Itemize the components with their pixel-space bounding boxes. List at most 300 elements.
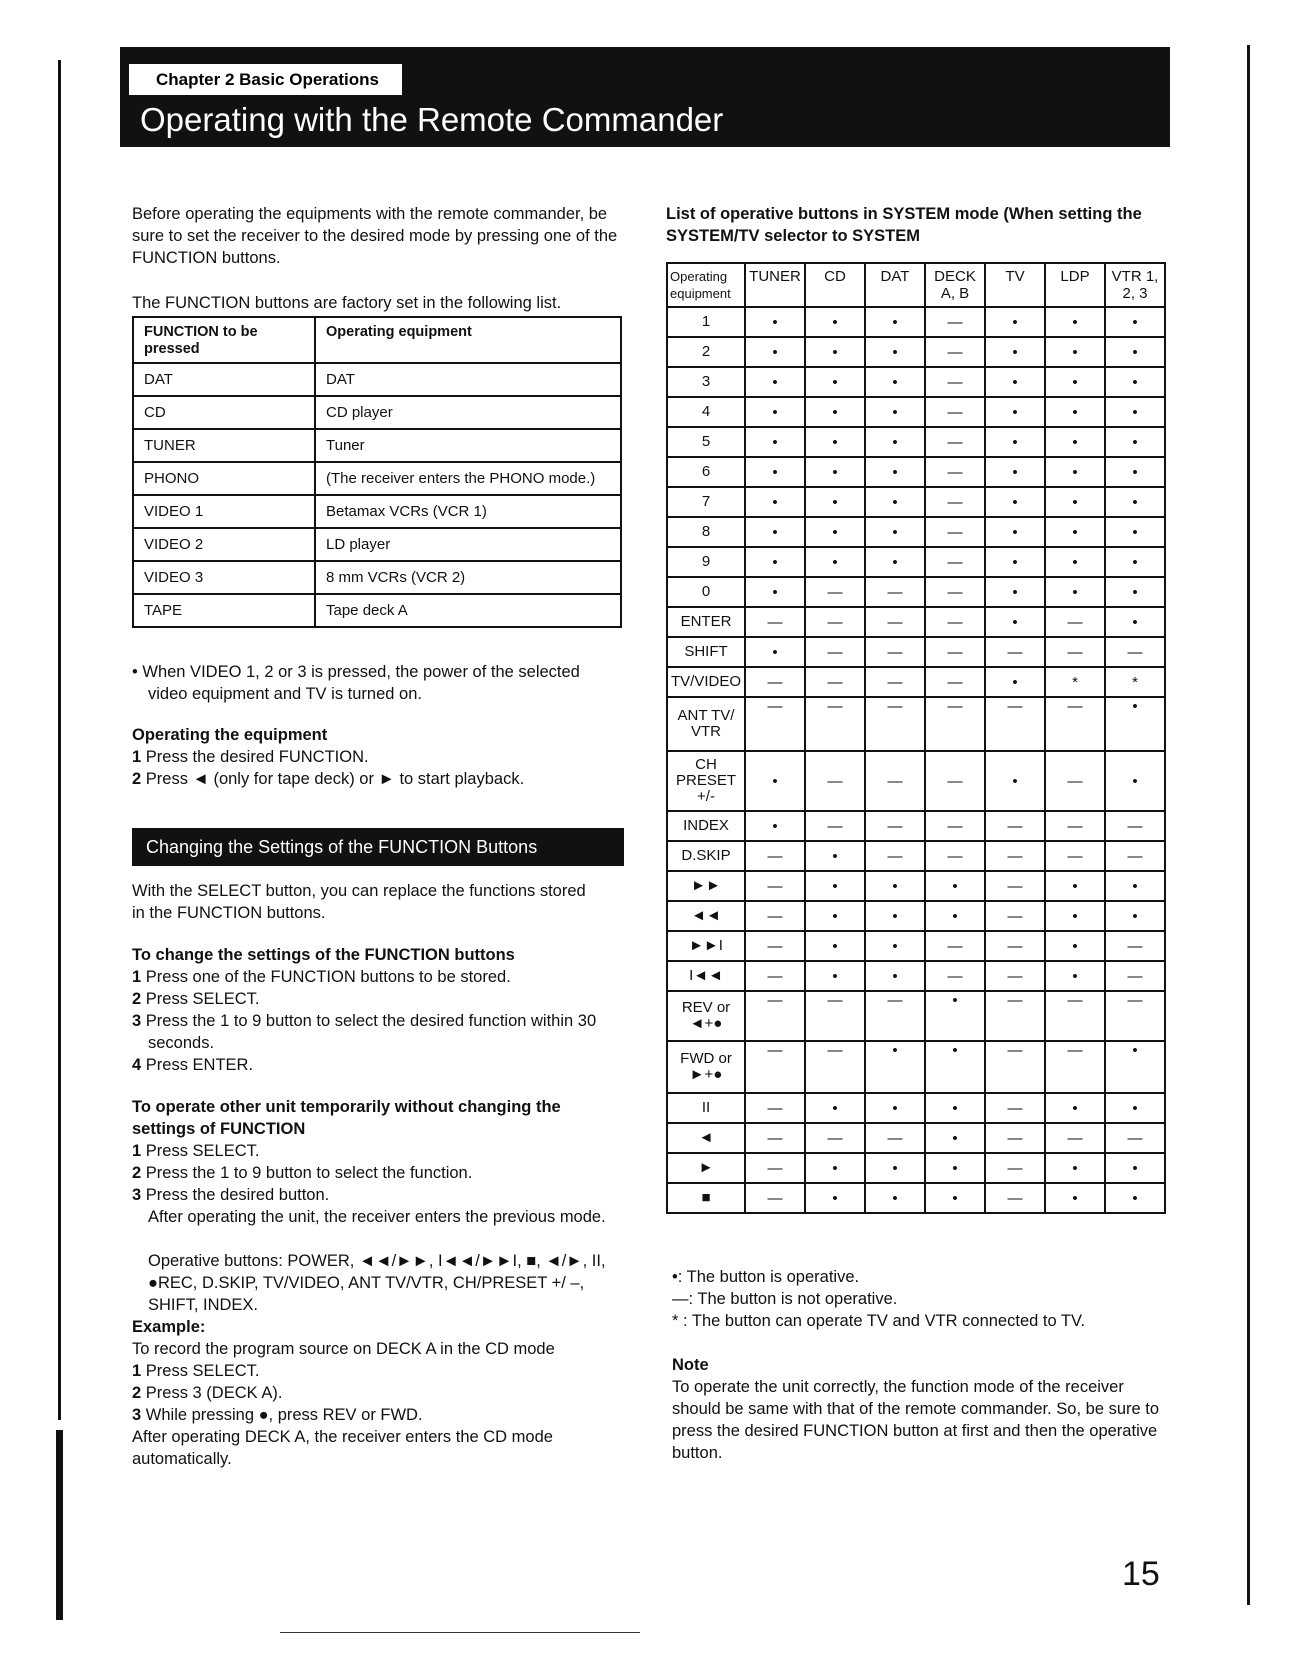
system-cell: • xyxy=(1105,457,1165,487)
system-cell: — xyxy=(925,841,985,871)
operating-heading: Operating the equipment xyxy=(132,726,328,744)
system-table-row xyxy=(667,1041,1165,1093)
system-cell: • xyxy=(865,307,925,337)
system-cell: • xyxy=(925,1183,985,1213)
system-cell: — xyxy=(925,667,985,697)
legend-not-operative: —: The button is not operative. xyxy=(672,1290,898,1308)
select-intro: With the SELECT button, you can replace the functions stored in the FUNCTION buttons. xyxy=(132,882,586,922)
example-after: After operating DECK A, the receiver enters the CD mode automatically. xyxy=(132,1428,553,1468)
change-step-text: Press the 1 to 9 button to select the desired function within 30 seconds. xyxy=(145,1012,597,1052)
system-cell: • xyxy=(805,961,865,991)
function-cell: DAT xyxy=(133,363,315,396)
system-table-row xyxy=(667,427,1165,457)
system-cell: — xyxy=(985,1041,1045,1093)
change-step: 2 Press SELECT. xyxy=(132,990,260,1008)
system-row-label: 4 xyxy=(667,397,745,427)
system-cell: • xyxy=(1045,871,1105,901)
system-cell: • xyxy=(805,337,865,367)
system-cell: — xyxy=(745,697,805,751)
system-cell: • xyxy=(925,1153,985,1183)
system-cell: • xyxy=(1105,487,1165,517)
system-cell: — xyxy=(925,697,985,751)
system-cell: • xyxy=(865,547,925,577)
system-row-label: ◄◄ xyxy=(667,901,745,931)
system-cell: • xyxy=(805,931,865,961)
system-cell: — xyxy=(745,871,805,901)
system-cell: • xyxy=(805,841,865,871)
system-table-row xyxy=(667,457,1165,487)
system-cell: • xyxy=(1105,1183,1165,1213)
system-cell: — xyxy=(805,667,865,697)
operating-step: 2 Press ◄ (only for tape deck) or ► to start playback. xyxy=(132,770,525,788)
system-cell: — xyxy=(925,397,985,427)
system-cell: • xyxy=(1105,547,1165,577)
system-table-row xyxy=(667,961,1165,991)
system-cell: • xyxy=(985,607,1045,637)
system-cell: • xyxy=(1045,901,1105,931)
system-cell: — xyxy=(985,991,1045,1041)
legend-star: * : The button can operate TV and VTR connected to TV. xyxy=(672,1312,1086,1330)
system-table-column-header: VTR 1, 2, 3 xyxy=(1105,263,1165,307)
system-cell: • xyxy=(1105,577,1165,607)
legend-operative: •: The button is operative. xyxy=(672,1268,860,1286)
system-cell: • xyxy=(1105,697,1165,751)
system-cell: — xyxy=(985,811,1045,841)
system-cell: • xyxy=(1105,901,1165,931)
system-cell: — xyxy=(925,367,985,397)
function-cell: VIDEO 3 xyxy=(133,561,315,594)
system-row-label: 8 xyxy=(667,517,745,547)
change-heading: To change the settings of the FUNCTION buttons xyxy=(132,946,515,964)
system-cell: • xyxy=(805,397,865,427)
system-table-row xyxy=(667,367,1165,397)
system-cell: — xyxy=(925,931,985,961)
temp-operative: Operative buttons: POWER, ◄◄/►►, I◄◄/►►I, ■, ◄/►, II, ●REC, D.SKIP, TV/VIDEO, ANT TV/VTR, CH/PRESET +/ –, SHIFT, INDEX. xyxy=(148,1252,606,1314)
system-cell: — xyxy=(985,697,1045,751)
operating-step: 1 Press the desired FUNCTION. xyxy=(132,748,369,766)
system-table-row xyxy=(667,1123,1165,1153)
system-cell: • xyxy=(925,871,985,901)
system-cell: — xyxy=(1105,811,1165,841)
system-cell: • xyxy=(1045,547,1105,577)
system-cell: — xyxy=(865,607,925,637)
system-cell: • xyxy=(1105,337,1165,367)
system-cell: • xyxy=(805,1183,865,1213)
system-cell: • xyxy=(985,517,1045,547)
system-cell: • xyxy=(865,1041,925,1093)
function-table xyxy=(132,316,622,628)
bottom-rule xyxy=(280,1632,640,1633)
system-cell: • xyxy=(745,367,805,397)
system-cell: — xyxy=(805,637,865,667)
system-cell: • xyxy=(1045,1153,1105,1183)
system-cell: • xyxy=(985,577,1045,607)
system-cell: — xyxy=(865,1123,925,1153)
system-cell: • xyxy=(865,931,925,961)
change-step: 3 Press the 1 to 9 button to select the desired function within 30 seconds. xyxy=(132,1012,597,1052)
temp-step-text: Press SELECT. xyxy=(145,1142,260,1160)
system-cell: • xyxy=(1045,577,1105,607)
system-row-label: ◄ xyxy=(667,1123,745,1153)
system-cell: • xyxy=(1105,397,1165,427)
system-cell: • xyxy=(745,397,805,427)
system-cell: — xyxy=(925,487,985,517)
system-table-row xyxy=(667,637,1165,667)
system-cell: • xyxy=(865,457,925,487)
section-title: Changing the Settings of the FUNCTION Buttons xyxy=(132,828,624,866)
system-row-label: 3 xyxy=(667,367,745,397)
system-cell: — xyxy=(985,1093,1045,1123)
system-cell: — xyxy=(865,841,925,871)
system-cell: — xyxy=(925,577,985,607)
system-cell: — xyxy=(865,697,925,751)
system-cell: • xyxy=(805,487,865,517)
system-cell: — xyxy=(1045,637,1105,667)
change-step-text: Press one of the FUNCTION buttons to be stored. xyxy=(145,968,511,986)
system-table-row xyxy=(667,901,1165,931)
temp-step: 2 Press the 1 to 9 button to select the function. xyxy=(132,1164,473,1182)
system-cell: • xyxy=(1045,931,1105,961)
system-cell: • xyxy=(805,547,865,577)
system-cell: • xyxy=(1045,307,1105,337)
system-cell: — xyxy=(865,991,925,1041)
system-row-label: ■ xyxy=(667,1183,745,1213)
system-table-column-header: TUNER xyxy=(745,263,805,307)
system-cell: • xyxy=(1045,457,1105,487)
system-cell: • xyxy=(745,547,805,577)
system-cell: • xyxy=(805,367,865,397)
system-cell: — xyxy=(985,961,1045,991)
system-table-row xyxy=(667,991,1165,1041)
system-cell: — xyxy=(745,1183,805,1213)
system-row-label: D.SKIP xyxy=(667,841,745,871)
system-cell: • xyxy=(1105,751,1165,811)
system-cell: • xyxy=(1045,1183,1105,1213)
equipment-cell: Tape deck A xyxy=(315,594,621,627)
change-step: 4 Press ENTER. xyxy=(132,1056,254,1074)
system-cell: • xyxy=(805,901,865,931)
system-row-label: ANT TV/ VTR xyxy=(667,697,745,751)
system-row-label: 1 xyxy=(667,307,745,337)
system-row-label: ►►I xyxy=(667,931,745,961)
system-row-label: INDEX xyxy=(667,811,745,841)
system-table-row xyxy=(667,1093,1165,1123)
system-row-label: CH PRESET +/- xyxy=(667,751,745,811)
left-margin-bar-thick xyxy=(56,1430,63,1620)
system-cell: • xyxy=(865,871,925,901)
system-cell: • xyxy=(1105,307,1165,337)
system-table-column-header: TV xyxy=(985,263,1045,307)
system-cell: — xyxy=(805,697,865,751)
system-cell: — xyxy=(745,991,805,1041)
system-row-label: 5 xyxy=(667,427,745,457)
system-cell: — xyxy=(985,1153,1045,1183)
system-cell: • xyxy=(745,337,805,367)
system-cell: * xyxy=(1105,667,1165,697)
system-cell: — xyxy=(745,1041,805,1093)
change-step-text: Press SELECT. xyxy=(145,990,260,1008)
system-cell: • xyxy=(745,517,805,547)
system-table-row xyxy=(667,547,1165,577)
system-row-label: 6 xyxy=(667,457,745,487)
function-cell: PHONO xyxy=(133,462,315,495)
system-table-row xyxy=(667,841,1165,871)
system-cell: — xyxy=(985,1183,1045,1213)
system-cell: — xyxy=(805,811,865,841)
system-row-label: FWD or ►+● xyxy=(667,1041,745,1093)
system-table-row xyxy=(667,667,1165,697)
temp-step: 1 Press SELECT. xyxy=(132,1142,260,1160)
system-cell: — xyxy=(925,427,985,457)
system-cell: — xyxy=(1045,751,1105,811)
system-cell: • xyxy=(745,751,805,811)
note-text: To operate the unit correctly, the function mode of the receiver should be same with that of the remote commander. So, be sure to press the desired FUNCTION button at first and then the operative button. xyxy=(672,1378,1160,1462)
system-cell: — xyxy=(1105,961,1165,991)
system-cell: — xyxy=(865,751,925,811)
system-cell: — xyxy=(1045,991,1105,1041)
note-heading: Note xyxy=(672,1356,709,1374)
system-cell: • xyxy=(805,1093,865,1123)
function-cell: TUNER xyxy=(133,429,315,462)
equipment-cell: 8 mm VCRs (VCR 2) xyxy=(315,561,621,594)
left-margin-bar xyxy=(58,60,61,1420)
system-cell: — xyxy=(1045,841,1105,871)
system-table-row xyxy=(667,1183,1165,1213)
system-cell: • xyxy=(1105,1093,1165,1123)
function-table-header: Operating equipment xyxy=(315,317,621,363)
system-cell: — xyxy=(1105,991,1165,1041)
equipment-cell: DAT xyxy=(315,363,621,396)
system-cell: • xyxy=(805,427,865,457)
system-cell: — xyxy=(925,547,985,577)
temp-heading: To operate other unit temporarily without changing the settings of FUNCTION xyxy=(132,1098,561,1138)
system-cell: — xyxy=(1045,697,1105,751)
example-step-text: Press 3 (DECK A). xyxy=(145,1384,283,1402)
equipment-cell: (The receiver enters the PHONO mode.) xyxy=(315,462,621,495)
system-cell: • xyxy=(925,901,985,931)
system-cell: — xyxy=(865,577,925,607)
system-row-label: 7 xyxy=(667,487,745,517)
system-cell: — xyxy=(745,1123,805,1153)
system-cell: • xyxy=(745,427,805,457)
function-cell: CD xyxy=(133,396,315,429)
system-table-column-header: DECK A, B xyxy=(925,263,985,307)
system-cell: • xyxy=(1105,1153,1165,1183)
system-cell: — xyxy=(745,901,805,931)
system-cell: • xyxy=(985,397,1045,427)
system-cell: — xyxy=(985,637,1045,667)
system-cell: • xyxy=(1105,871,1165,901)
system-cell: • xyxy=(985,547,1045,577)
system-cell: • xyxy=(745,307,805,337)
system-cell: — xyxy=(925,607,985,637)
list-intro: The FUNCTION buttons are factory set in the following list. xyxy=(132,294,562,312)
system-row-label: SHIFT xyxy=(667,637,745,667)
system-table-row xyxy=(667,517,1165,547)
system-cell: — xyxy=(925,961,985,991)
system-cell: • xyxy=(865,517,925,547)
system-table-column-header: CD xyxy=(805,263,865,307)
system-cell: • xyxy=(1045,961,1105,991)
system-cell: • xyxy=(1045,367,1105,397)
system-cell: — xyxy=(745,667,805,697)
system-list-heading: List of operative buttons in SYSTEM mode (When setting the SYSTEM/TV selector to SYSTEM xyxy=(666,205,1142,245)
system-cell: • xyxy=(865,427,925,457)
system-table-row xyxy=(667,337,1165,367)
system-cell: • xyxy=(865,1183,925,1213)
system-table-row xyxy=(667,487,1165,517)
system-cell: — xyxy=(985,841,1045,871)
system-cell: • xyxy=(865,367,925,397)
system-cell: • xyxy=(1105,1041,1165,1093)
system-table-row xyxy=(667,871,1165,901)
system-cell: — xyxy=(925,337,985,367)
system-table-row xyxy=(667,307,1165,337)
change-step-text: Press ENTER. xyxy=(145,1056,254,1074)
system-table-column-header: LDP xyxy=(1045,263,1105,307)
system-cell: • xyxy=(805,457,865,487)
system-row-label: 2 xyxy=(667,337,745,367)
system-cell: — xyxy=(745,961,805,991)
intro-paragraph: Before operating the equipments with the remote commander, be sure to set the receiver to the desired mode by pressing one of the FUNCTION buttons. xyxy=(132,205,618,267)
system-cell: • xyxy=(985,487,1045,517)
system-table-row xyxy=(667,931,1165,961)
system-cell: • xyxy=(985,427,1045,457)
system-cell: • xyxy=(1105,367,1165,397)
system-row-label: 9 xyxy=(667,547,745,577)
system-cell: • xyxy=(1045,337,1105,367)
system-cell: — xyxy=(865,667,925,697)
system-cell: — xyxy=(805,1041,865,1093)
system-cell: • xyxy=(985,457,1045,487)
system-cell: — xyxy=(925,751,985,811)
example-step: 3 While pressing ●, press REV or FWD. xyxy=(132,1406,423,1424)
system-cell: — xyxy=(745,607,805,637)
example-step-text: While pressing ●, press REV or FWD. xyxy=(145,1406,423,1424)
system-cell: — xyxy=(745,841,805,871)
system-cell: • xyxy=(865,397,925,427)
equipment-cell: Betamax VCRs (VCR 1) xyxy=(315,495,621,528)
system-cell: — xyxy=(1045,607,1105,637)
system-cell: — xyxy=(805,991,865,1041)
system-cell: • xyxy=(925,1041,985,1093)
system-cell: * xyxy=(1045,667,1105,697)
system-cell: • xyxy=(1045,1093,1105,1123)
system-cell: — xyxy=(925,517,985,547)
system-row-label: ► xyxy=(667,1153,745,1183)
system-row-label: I◄◄ xyxy=(667,961,745,991)
system-cell: — xyxy=(985,931,1045,961)
system-cell: — xyxy=(1045,1041,1105,1093)
temp-step-text: Press the desired button. xyxy=(145,1186,330,1204)
system-cell: • xyxy=(1045,517,1105,547)
system-cell: • xyxy=(865,901,925,931)
operating-step-text: Press ◄ (only for tape deck) or ► to start playback. xyxy=(145,770,525,788)
system-cell: — xyxy=(985,1123,1045,1153)
system-cell: — xyxy=(985,901,1045,931)
system-cell: — xyxy=(1105,841,1165,871)
example-step: 2 Press 3 (DECK A). xyxy=(132,1384,283,1402)
system-cell: • xyxy=(985,751,1045,811)
system-cell: — xyxy=(805,607,865,637)
system-cell: — xyxy=(745,1093,805,1123)
system-row-label: II xyxy=(667,1093,745,1123)
change-step: 1 Press one of the FUNCTION buttons to be stored. xyxy=(132,968,511,986)
system-table xyxy=(666,262,1166,1214)
system-cell: — xyxy=(1045,811,1105,841)
system-cell: • xyxy=(865,487,925,517)
system-table-row xyxy=(667,697,1165,751)
system-cell: • xyxy=(1045,487,1105,517)
system-cell: • xyxy=(985,667,1045,697)
equipment-cell: CD player xyxy=(315,396,621,429)
system-cell: • xyxy=(805,871,865,901)
system-cell: — xyxy=(925,637,985,667)
system-table-corner-header: Operating equipment xyxy=(667,263,745,307)
system-table-row xyxy=(667,1153,1165,1183)
equipment-cell: Tuner xyxy=(315,429,621,462)
system-table-row xyxy=(667,811,1165,841)
system-cell: • xyxy=(1045,427,1105,457)
system-cell: — xyxy=(865,637,925,667)
system-cell: • xyxy=(745,811,805,841)
system-cell: • xyxy=(985,337,1045,367)
system-cell: — xyxy=(985,871,1045,901)
system-cell: • xyxy=(925,991,985,1041)
example-intro: To record the program source on DECK A in the CD mode xyxy=(132,1340,555,1358)
system-cell: — xyxy=(745,1153,805,1183)
system-cell: — xyxy=(805,751,865,811)
system-cell: • xyxy=(745,577,805,607)
system-cell: — xyxy=(1105,637,1165,667)
system-cell: — xyxy=(1045,1123,1105,1153)
system-cell: • xyxy=(865,1093,925,1123)
system-cell: • xyxy=(1105,427,1165,457)
system-cell: • xyxy=(1105,517,1165,547)
system-cell: — xyxy=(805,577,865,607)
system-cell: • xyxy=(805,1153,865,1183)
function-table-header: FUNCTION to be pressed xyxy=(133,317,315,363)
system-cell: — xyxy=(925,307,985,337)
system-row-label: 0 xyxy=(667,577,745,607)
system-row-label: ►► xyxy=(667,871,745,901)
system-cell: • xyxy=(985,367,1045,397)
function-cell: VIDEO 2 xyxy=(133,528,315,561)
system-cell: • xyxy=(745,457,805,487)
system-cell: • xyxy=(805,307,865,337)
system-cell: — xyxy=(925,457,985,487)
system-cell: • xyxy=(1105,607,1165,637)
example-step-text: Press SELECT. xyxy=(145,1362,260,1380)
example-step: 1 Press SELECT. xyxy=(132,1362,260,1380)
function-cell: TAPE xyxy=(133,594,315,627)
system-cell: — xyxy=(745,931,805,961)
video-bullet-note: • When VIDEO 1, 2 or 3 is pressed, the power of the selected video equipment and TV is turned on. xyxy=(132,663,580,703)
system-table-row xyxy=(667,607,1165,637)
equipment-cell: LD player xyxy=(315,528,621,561)
system-cell: — xyxy=(1105,931,1165,961)
right-margin-bar xyxy=(1247,45,1250,1605)
system-cell: • xyxy=(745,637,805,667)
chapter-label: Chapter 2 Basic Operations xyxy=(129,64,402,95)
system-table-row xyxy=(667,751,1165,811)
system-cell: • xyxy=(745,487,805,517)
page-title: Operating with the Remote Commander xyxy=(140,101,724,138)
video-bullet-text: When VIDEO 1, 2 or 3 is pressed, the power of the selected video equipment and TV is turned on. xyxy=(142,663,580,703)
system-cell: — xyxy=(865,811,925,841)
system-cell: — xyxy=(925,811,985,841)
system-table-column-header: DAT xyxy=(865,263,925,307)
